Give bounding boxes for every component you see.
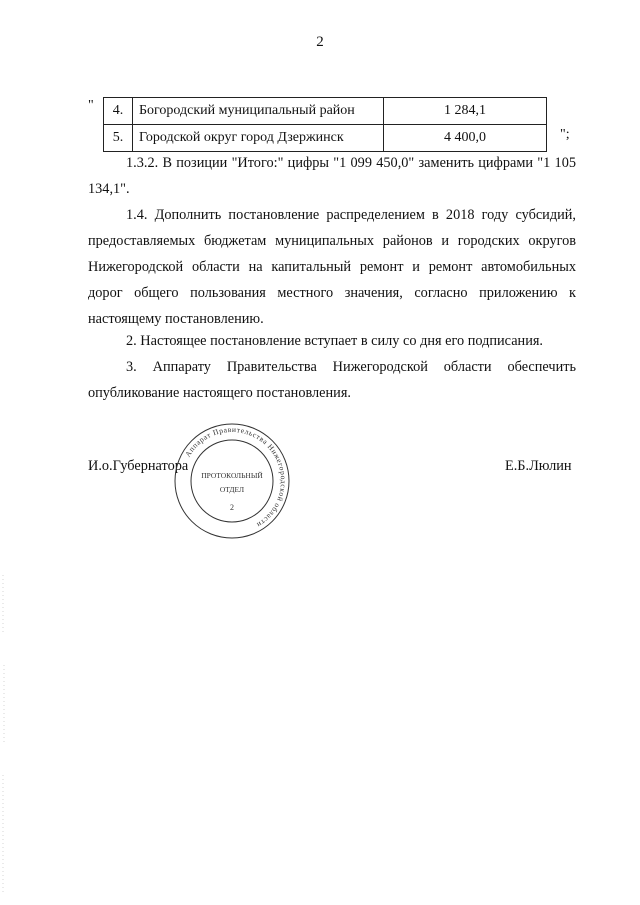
stamp-line-2: ОТДЕЛ [219,485,245,494]
table-close-quote: "; [560,127,570,142]
table-row [104,98,547,125]
paragraph-3: 3. Аппарату Правительства Нижегородской области обеспечить опубликование настоящего постановления. [88,359,576,401]
stamp-line-1: ПРОТОКОЛЬНЫЙ [201,471,263,480]
signatory-title: И.о.Губернатора [88,458,189,474]
municipality-name: Богородский муниципальный район [133,98,384,125]
allocation-table [103,97,547,152]
paragraph-1-4: 1.4. Дополнить постановление распределением в 2018 году субсидий, предоставляемых бюджетам муниципальных районов и городских округов Нижегородской области на капитальный ремонт и ремонт автомобильных дорог общего пользования местного значения, согласно приложению к настоящему постановлению. [88,207,576,327]
scan-margin-marks [2,575,6,895]
stamp-ring-text: Аппарат Правительства Нижегородской области [183,424,289,530]
municipality-name: Городской округ город Дзержинск [133,125,384,152]
row-number: 5. [104,125,133,152]
table-open-quote: " [88,98,94,113]
page-number: 2 [316,34,324,50]
subsidy-amount: 1 284,1 [384,98,547,125]
subsidy-amount: 4 400,0 [384,125,547,152]
row-number: 4. [104,98,133,125]
paragraph-1-3-2: 1.3.2. В позиции "Итого:" цифры "1 099 450,0" заменить цифрами "1 105 134,1". [88,155,576,197]
signatory-name: Е.Б.Люлин [505,458,572,474]
protocol-department-stamp-icon [168,422,296,540]
stamp-line-3: 2 [230,503,234,512]
table-row [104,125,547,152]
paragraph-2: 2. Настоящее постановление вступает в силу со дня его подписания. [126,333,543,349]
